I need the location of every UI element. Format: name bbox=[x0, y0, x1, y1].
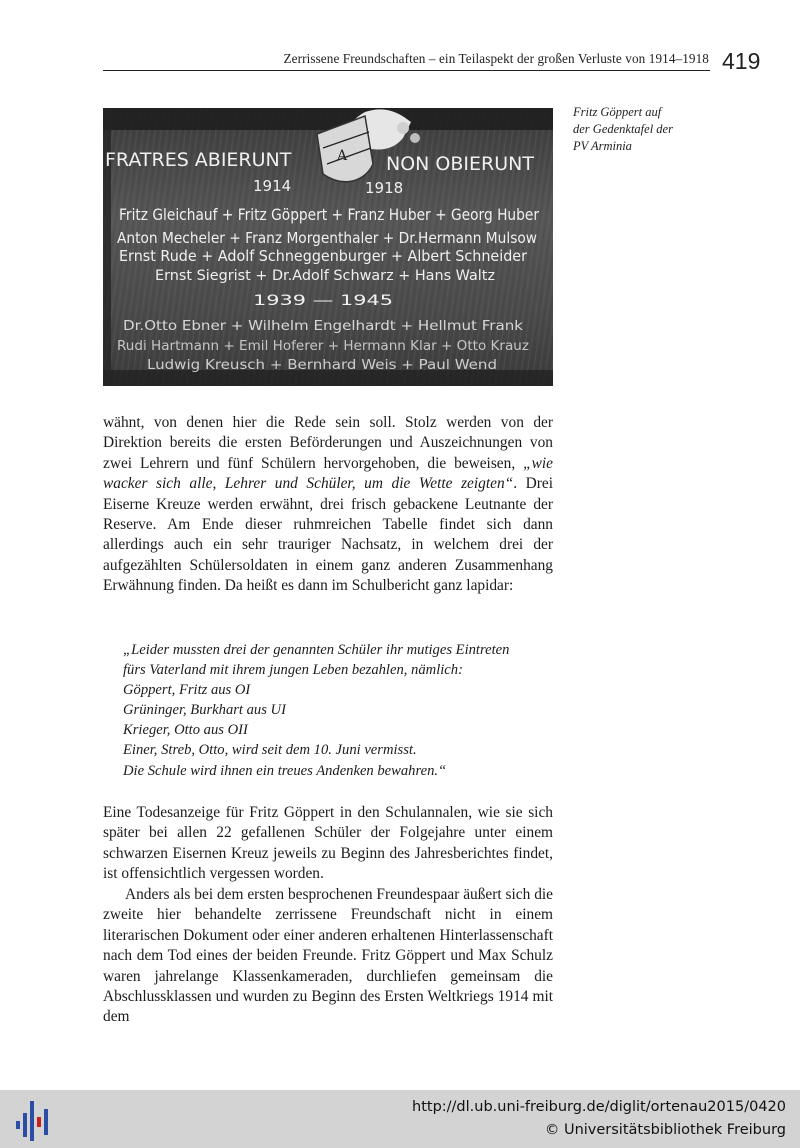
body-paragraph bbox=[103, 413, 553, 597]
caption-line: PV Arminia bbox=[573, 139, 632, 153]
library-logo-icon bbox=[14, 1099, 54, 1141]
quote-line: Grüninger, Burkhart aus UI bbox=[123, 702, 286, 719]
plaque-line: Anton Mecheler + Franz Morgenthaler + Dr.Hermann Mulsow bbox=[117, 229, 538, 247]
quote-line: Die Schule wird ihnen ein treues Andenken bewahren.“ bbox=[123, 762, 447, 779]
footer-bar bbox=[0, 1090, 800, 1148]
source-url-link[interactable]: http://dl.ub.uni-freiburg.de/diglit/ortenau2015/0420 bbox=[412, 1099, 786, 1115]
plaque-line: 1914 bbox=[253, 177, 292, 195]
paragraph-text: . Drei Eiserne Kreuze werden erwähnt, drei frisch gebackene Leutnante der Reserve. Am Ende dieser ruhmreichen Tabelle findet sich dann allerdings auch ein sehr trauriger Nachsatz, in welchem drei der aufgezählten Schülersoldaten in einem ganz anderen Zusammenhang Erwähnung finden. Da heißt es dann im Schulbericht ganz lapidar: bbox=[103, 475, 553, 595]
plaque-line: Ernst Rude + Adolf Schneggenburger + Albert Schneider bbox=[119, 247, 528, 265]
caption-line: Fritz Göppert auf bbox=[573, 105, 662, 119]
quote-line: fürs Vaterland mit ihrem jungen Leben bezahlen, nämlich: bbox=[123, 662, 463, 679]
inline-quote: „wie wacker sich alle, Lehrer und Schüler, um die Wette zeigten“ bbox=[103, 454, 553, 493]
photo-caption bbox=[573, 104, 733, 155]
plaque-line: 1939 — 1945 bbox=[253, 293, 393, 309]
plaque-line: Ernst Siegrist + Dr.Adolf Schwarz + Hans Waltz bbox=[155, 268, 495, 284]
quote-line: „Leider mussten drei der genannten Schüler ihr mutiges Eintreten bbox=[123, 642, 510, 658]
copyright-text: © Universitätsbibliothek Freiburg bbox=[544, 1122, 786, 1138]
quote-line: Krieger, Otto aus OII bbox=[123, 722, 248, 739]
plaque-line: FRATRES ABIERUNT bbox=[105, 149, 292, 171]
block-quote bbox=[123, 640, 563, 781]
body-paragraph: Anders als bei dem ersten besprochenen Freundespaar äußert sich die zweite hier behandelte zerrissene Freundschaft nicht in einem literarischen Dokument oder einer anderen erhaltenen Hinterlassenschaft nach dem Tod eines der beiden Freunde. Fritz Göppert und Max Schulz waren jahrelange Klassenkameraden, durchliefen gemeinsam die Abschlussklassen und wurden zu Beginn des Ersten Weltkriegs 1914 mit dem bbox=[103, 886, 553, 1026]
plaque-line: Ludwig Kreusch + Bernhard Weis + Paul Wend bbox=[147, 358, 497, 373]
memorial-plaque-photo bbox=[103, 108, 553, 386]
running-title: Zerrissene Freundschaften – ein Teilaspekt der großen Verluste von 1914–1918 bbox=[283, 51, 709, 66]
plaque-line: Dr.Otto Ebner + Wilhelm Engelhardt + Hellmut Frank bbox=[123, 318, 524, 334]
plaque-line: NON OBIERUNT bbox=[386, 153, 534, 175]
plaque-line: Fritz Gleichauf + Fritz Göppert + Franz Huber + Georg Huber bbox=[119, 205, 540, 224]
header-rule bbox=[103, 70, 710, 71]
plaque-line: 1918 bbox=[365, 179, 404, 197]
quote-line: Einer, Streb, Otto, wird seit dem 10. Juni vermisst. bbox=[123, 742, 417, 759]
caption-line: der Gedenktafel der bbox=[573, 122, 673, 136]
svg-text:A: A bbox=[337, 148, 348, 164]
plaque-line: Rudi Hartmann + Emil Hoferer + Hermann Klar + Otto Krauz bbox=[117, 339, 530, 354]
body-paragraph: Eine Todesanzeige für Fritz Göppert in den Schulannalen, wie sie sich später bei allen 22 gefallenen Schüler der Folgejahre unter einem schwarzen Eisernen Kreuz jeweils zu Beginn des Jahresberichtes findet, ist offensichtlich vergessen worden. bbox=[103, 804, 553, 883]
page-number: 419 bbox=[722, 48, 761, 74]
quote-line: Göppert, Fritz aus OI bbox=[123, 682, 251, 699]
plaque-svg bbox=[103, 108, 553, 386]
paragraph-text: wähnt, von denen hier die Rede sein soll. Stolz werden von der Direktion bereits die ersten Beförderungen und Auszeichnungen von zwei Lehrern und fünf Schülern hervorgehoben, die beweisen, bbox=[103, 414, 553, 472]
